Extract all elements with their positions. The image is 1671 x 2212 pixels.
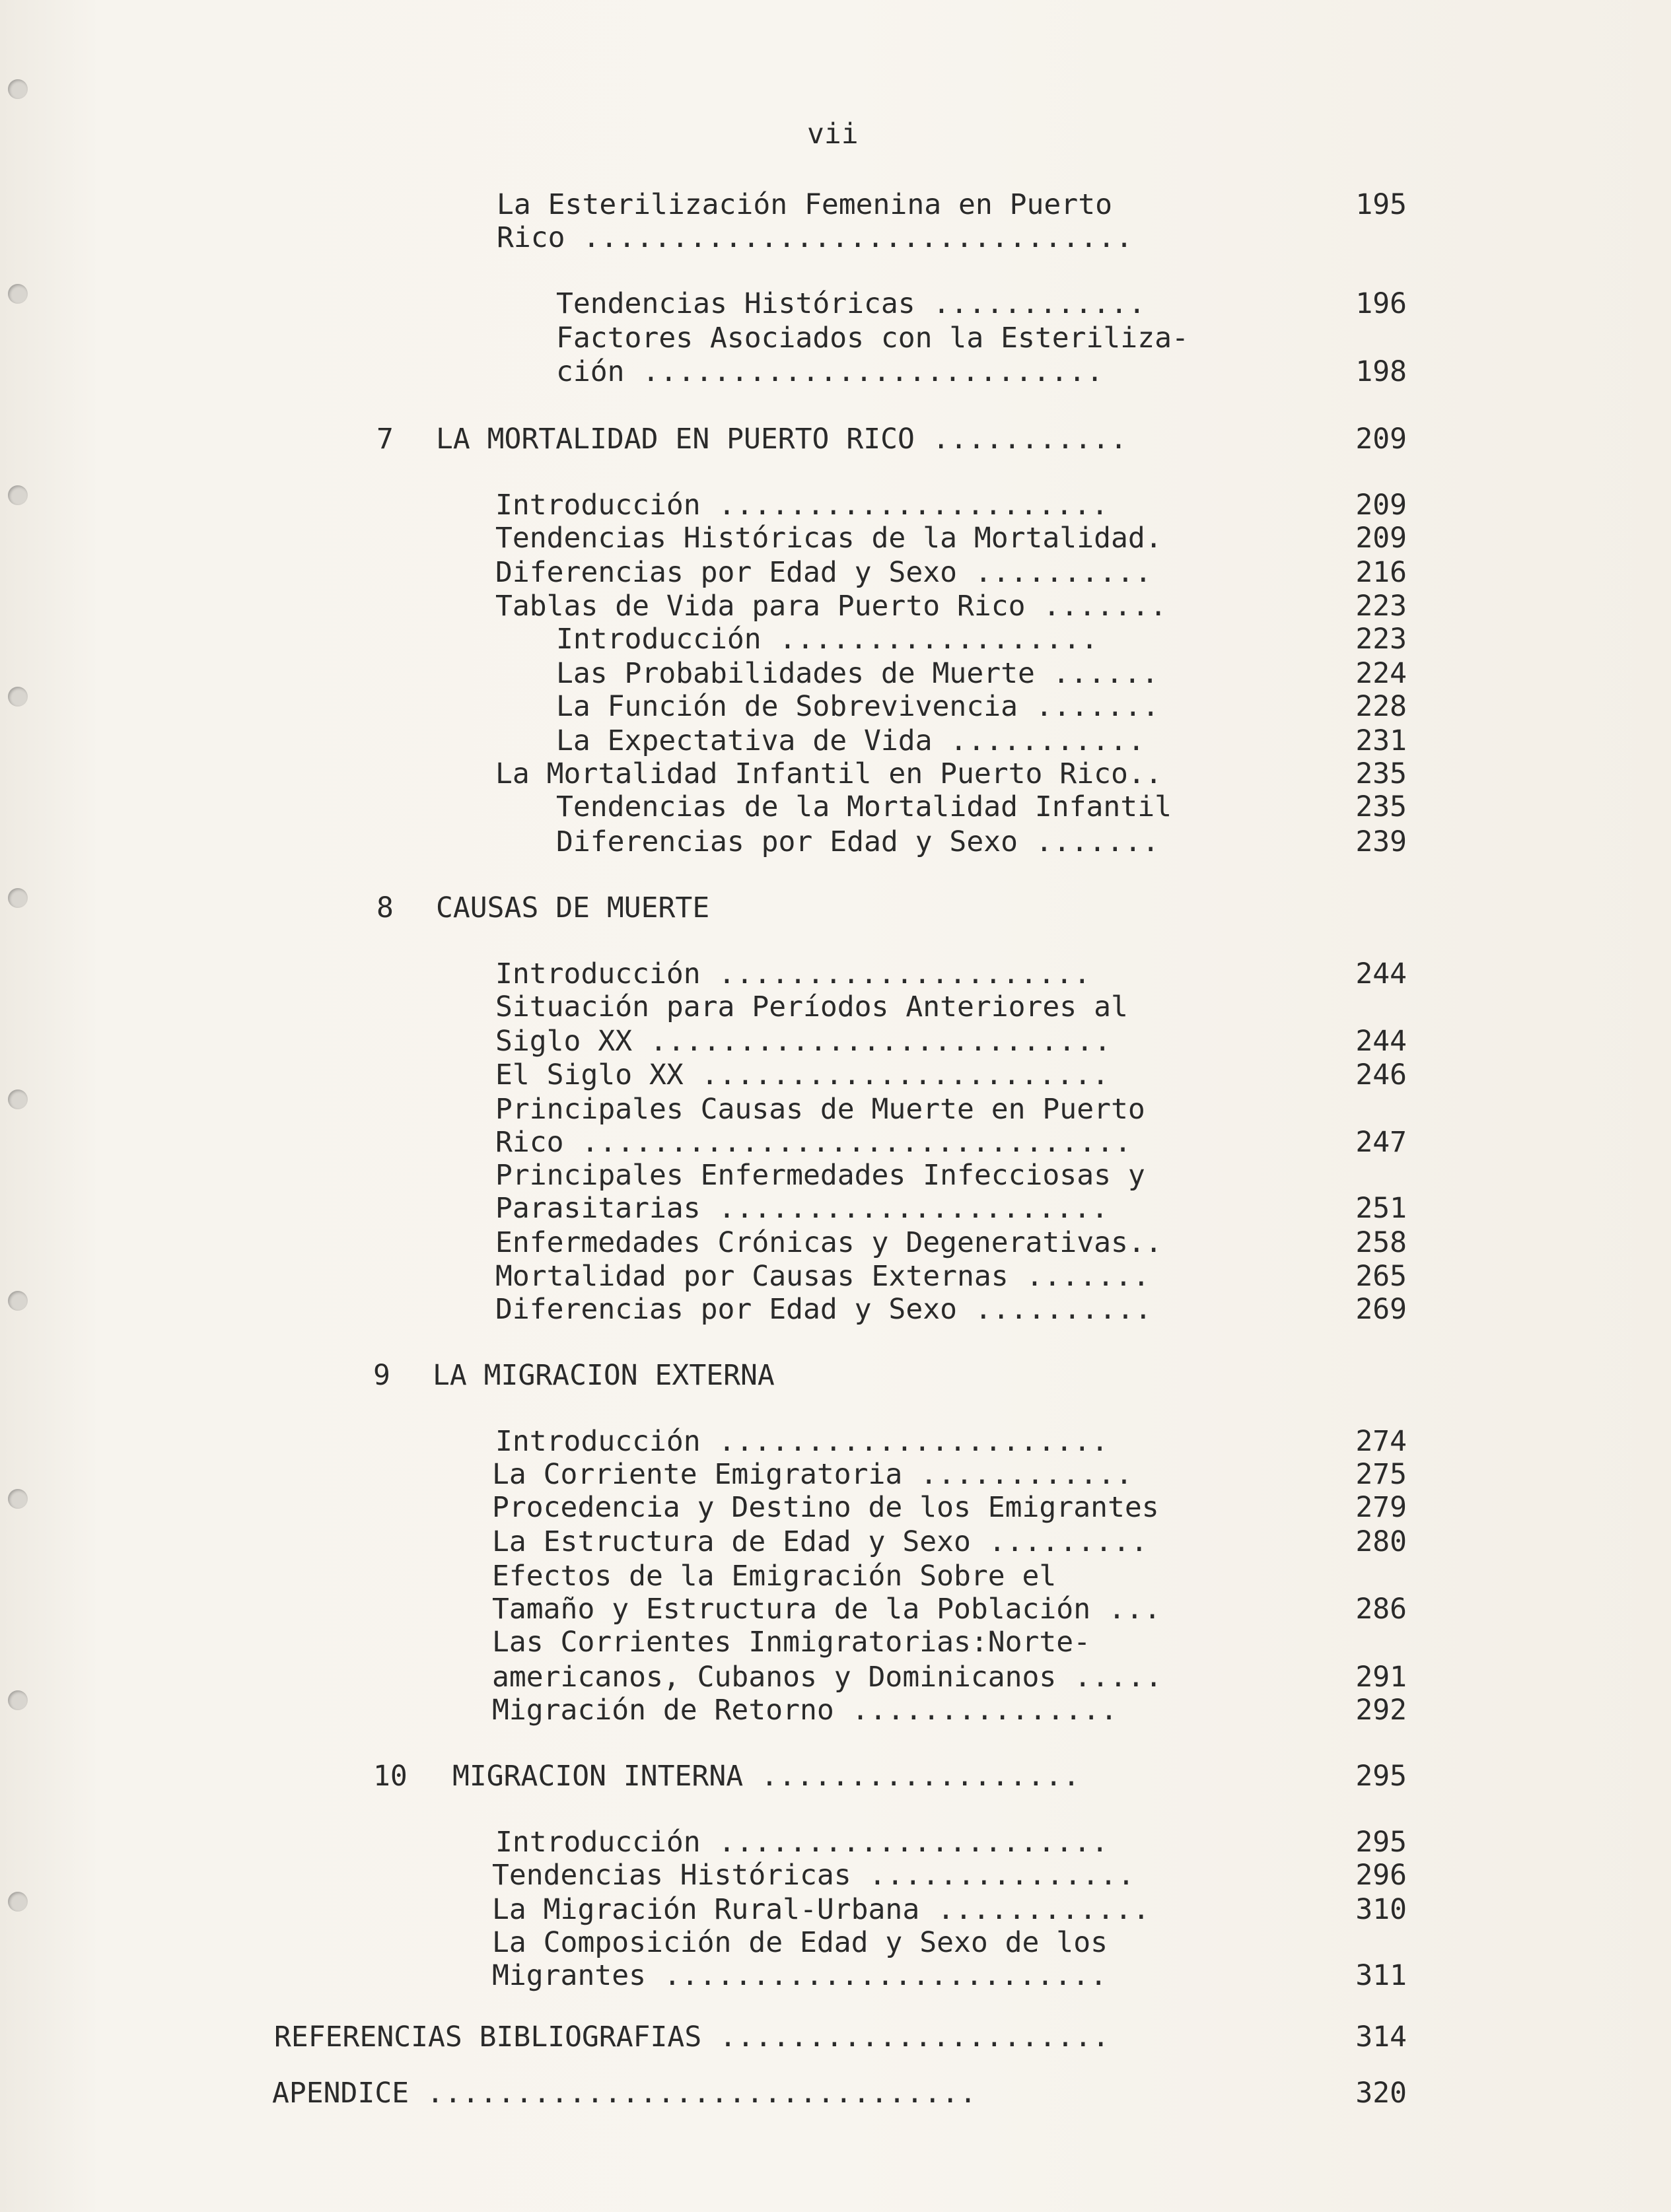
page-ref: 247 <box>1355 1126 1407 1159</box>
toc-entry <box>495 1826 1109 1859</box>
page-ref: 228 <box>1355 690 1407 723</box>
entry-text: CAUSAS DE MUERTE <box>436 891 710 924</box>
toc-entry <box>492 1593 1162 1626</box>
page-ref: 314 <box>1355 2021 1407 2054</box>
page-ref: 224 <box>1355 657 1407 690</box>
toc-entry <box>556 355 1104 388</box>
entry-text: Tendencias Históricas de la Mortalidad. <box>495 522 1162 555</box>
dot-leader: ............... <box>851 1859 1135 1892</box>
toc-entry <box>492 1694 1118 1727</box>
toc-entry <box>492 1626 1090 1659</box>
dot-leader: ............ <box>915 287 1147 320</box>
page-ref: 280 <box>1355 1525 1407 1558</box>
toc-entry <box>495 1425 1109 1458</box>
page-ref: 286 <box>1355 1593 1407 1626</box>
page-ref: 320 <box>1355 2077 1407 2110</box>
dot-leader: .................. <box>743 1760 1081 1793</box>
dot-leader: ............ <box>902 1458 1133 1491</box>
entry-text: Introducción <box>495 1425 701 1458</box>
binder-hole <box>8 1291 28 1311</box>
page-ref: 279 <box>1355 1491 1407 1524</box>
chapter-title <box>436 423 1128 456</box>
entry-text: Mortalidad por Causas Externas <box>495 1260 1009 1293</box>
toc-entry <box>495 1058 1110 1091</box>
page-ref: 311 <box>1355 1959 1407 1992</box>
page-ref: 291 <box>1355 1661 1407 1694</box>
entry-text: La Corriente Emigratoria <box>492 1458 903 1491</box>
entry-text: Introducción <box>556 623 762 656</box>
page-ref: 244 <box>1355 957 1407 990</box>
dot-leader: .................. <box>761 623 1099 656</box>
page-number: vii <box>807 118 859 151</box>
entry-text: Migrantes <box>492 1959 646 1992</box>
dot-leader: ......... <box>970 1525 1149 1558</box>
entry-text: Factores Asociados con la Esteriliza- <box>556 322 1189 355</box>
page-ref: 258 <box>1355 1226 1407 1259</box>
page-ref: 244 <box>1355 1025 1407 1058</box>
entry-text: La Expectativa de Vida <box>556 724 933 757</box>
dot-leader: ...................... <box>700 489 1110 522</box>
dot-leader: ........... <box>914 423 1128 456</box>
entry-text: ción <box>556 355 625 388</box>
page-ref: 251 <box>1355 1192 1407 1225</box>
toc-entry <box>274 2021 1110 2054</box>
toc-entry <box>492 1560 1056 1593</box>
toc-entry <box>492 1525 1149 1558</box>
entry-text: Rico <box>495 1126 564 1159</box>
entry-text: Principales Enfermedades Infecciosas y <box>495 1159 1145 1192</box>
entry-text: Las Probabilidades de Muerte <box>556 657 1035 690</box>
dot-leader: ...................... <box>700 1425 1110 1458</box>
entry-text: Tendencias de la Mortalidad Infantil <box>556 790 1172 823</box>
entry-text: Principales Causas de Muerte en Puerto <box>495 1093 1145 1126</box>
entry-text: MIGRACION INTERNA <box>452 1760 744 1793</box>
toc-entry <box>495 1293 1153 1326</box>
chapter-number: 10 <box>373 1760 408 1793</box>
page-ref: 198 <box>1355 355 1407 388</box>
chapter-title <box>433 1359 775 1392</box>
entry-text: Diferencias por Edad y Sexo <box>495 1293 957 1326</box>
page-ref: 292 <box>1355 1694 1407 1727</box>
binder-hole <box>8 1089 28 1109</box>
page-ref: 235 <box>1355 757 1407 790</box>
page-ref: 216 <box>1355 556 1407 589</box>
toc-entry <box>492 1491 1159 1524</box>
chapter-number: 9 <box>373 1359 390 1392</box>
chapter-title <box>452 1760 1081 1793</box>
page-ref: 310 <box>1355 1893 1407 1926</box>
entry-text: Rico <box>497 221 565 254</box>
entry-text: La Función de Sobrevivencia <box>556 690 1018 723</box>
toc-entry <box>556 825 1160 858</box>
page-ref: 223 <box>1355 623 1407 656</box>
toc-entry <box>495 757 1162 790</box>
toc-entry <box>495 522 1162 555</box>
toc-entry <box>492 1458 1133 1491</box>
binder-hole <box>8 1489 28 1509</box>
page-ref: 239 <box>1355 825 1407 858</box>
dot-leader: ............ <box>919 1893 1151 1926</box>
entry-text: americanos, Cubanos y Dominicanos <box>492 1661 1057 1694</box>
page-ref: 246 <box>1355 1058 1407 1091</box>
dot-leader: ....................... <box>683 1058 1110 1091</box>
page-ref: 209 <box>1355 522 1407 555</box>
binder-hole <box>8 1690 28 1710</box>
toc-entry <box>495 1192 1109 1225</box>
toc-entry <box>495 990 1128 1023</box>
dot-leader: ..... <box>1056 1661 1163 1694</box>
page-ref: 223 <box>1355 590 1407 623</box>
chapter-number: 7 <box>376 423 394 456</box>
toc-entry <box>556 790 1172 823</box>
entry-text: REFERENCIAS BIBLIOGRAFIAS <box>274 2021 702 2054</box>
chapter-title <box>436 891 709 924</box>
binder-hole <box>8 485 28 505</box>
toc-entry <box>495 1260 1151 1293</box>
page-ref: 295 <box>1355 1760 1407 1793</box>
dot-leader: .......................... <box>624 355 1104 388</box>
entry-text: APENDICE <box>272 2077 409 2110</box>
toc-entry <box>495 1025 1112 1058</box>
dot-leader: ......................... <box>646 1959 1108 1992</box>
dot-leader: ............................... <box>565 221 1133 254</box>
toc-entry <box>492 1893 1151 1926</box>
binder-hole <box>8 888 28 908</box>
dot-leader: ....... <box>1017 690 1160 723</box>
entry-text: LA MORTALIDAD EN PUERTO RICO <box>436 423 915 456</box>
page-ref: 295 <box>1355 1826 1407 1859</box>
entry-text: Situación para Períodos Anteriores al <box>495 990 1128 1023</box>
toc-entry <box>492 1661 1163 1694</box>
toc-entry <box>272 2077 978 2110</box>
entry-text: El Siglo XX <box>495 1058 684 1091</box>
entry-text: Diferencias por Edad y Sexo <box>556 825 1018 858</box>
page-ref: 269 <box>1355 1293 1407 1326</box>
entry-text: Tamaño y Estructura de la Población <box>492 1593 1091 1626</box>
page-ref: 195 <box>1355 188 1407 221</box>
page-ref: 275 <box>1355 1458 1407 1491</box>
entry-text: La Composición de Edad y Sexo de los <box>492 1926 1108 1959</box>
toc-entry <box>492 1859 1135 1892</box>
dot-leader: ...... <box>1034 657 1160 690</box>
dot-leader: .......... <box>956 556 1153 589</box>
dot-leader: ........... <box>932 724 1146 757</box>
page-ref: 209 <box>1355 423 1407 456</box>
toc-entry <box>495 489 1109 522</box>
entry-text: Introducción <box>495 957 701 990</box>
entry-text: Migración de Retorno <box>492 1694 834 1727</box>
dot-leader: ....... <box>1025 590 1168 623</box>
entry-text: Tendencias Históricas <box>492 1859 851 1892</box>
toc-entry <box>495 1093 1145 1126</box>
page-ref: 265 <box>1355 1260 1407 1293</box>
entry-text: Parasitarias <box>495 1192 701 1225</box>
dot-leader: ....... <box>1017 825 1160 858</box>
dot-leader: ...................... <box>700 1826 1110 1859</box>
page-ref: 231 <box>1355 724 1407 757</box>
toc-entry <box>556 657 1159 690</box>
entry-text: Efectos de la Emigración Sobre el <box>492 1560 1057 1593</box>
toc-entry <box>495 1126 1132 1159</box>
toc-entry <box>497 221 1133 254</box>
entry-text: LA MIGRACION EXTERNA <box>433 1359 775 1392</box>
toc-entry <box>495 1226 1162 1259</box>
binder-hole <box>8 1892 28 1912</box>
toc-entry <box>495 957 1091 990</box>
toc-entry <box>492 1926 1108 1959</box>
binder-hole <box>8 284 28 304</box>
entry-text: La Migración Rural-Urbana <box>492 1893 920 1926</box>
chapter-number: 8 <box>376 891 394 924</box>
dot-leader: ...................... <box>700 1192 1110 1225</box>
toc-entry <box>556 690 1160 723</box>
page-ref: 296 <box>1355 1859 1407 1892</box>
dot-leader: .......... <box>956 1293 1153 1326</box>
page-ref: 235 <box>1355 790 1407 823</box>
toc-entry <box>556 287 1146 320</box>
toc-entry <box>497 188 1112 221</box>
toc-entry <box>556 724 1145 757</box>
toc-entry <box>492 1959 1108 1992</box>
entry-text: Introducción <box>495 489 701 522</box>
dot-leader: ............................... <box>563 1126 1132 1159</box>
binder-hole <box>8 79 28 99</box>
entry-text: Tablas de Vida para Puerto Rico <box>495 590 1026 623</box>
dot-leader: .......................... <box>632 1025 1112 1058</box>
dot-leader: ............... <box>834 1694 1118 1727</box>
toc-entry <box>495 590 1168 623</box>
entry-text: Tendencias Históricas <box>556 287 915 320</box>
dot-leader: ... <box>1090 1593 1162 1626</box>
dot-leader: ..................... <box>700 957 1092 990</box>
dot-leader: ............................... <box>409 2077 978 2110</box>
entry-text: Introducción <box>495 1826 701 1859</box>
binder-hole <box>8 687 28 707</box>
entry-text: Siglo XX <box>495 1025 633 1058</box>
dot-leader: ....... <box>1008 1260 1151 1293</box>
toc-entry <box>495 556 1153 589</box>
page-ref: 196 <box>1355 287 1407 320</box>
entry-text: Las Corrientes Inmigratorias:Norte- <box>492 1626 1091 1659</box>
entry-text: La Estructura de Edad y Sexo <box>492 1525 971 1558</box>
toc-entry <box>556 322 1189 355</box>
toc-entry <box>556 623 1099 656</box>
toc-entry <box>495 1159 1145 1192</box>
dot-leader: ...................... <box>701 2021 1110 2054</box>
entry-text: Diferencias por Edad y Sexo <box>495 556 957 589</box>
entry-text: Procedencia y Destino de los Emigrantes <box>492 1491 1159 1524</box>
entry-text: La Esterilización Femenina en Puerto <box>497 188 1112 221</box>
page-ref: 209 <box>1355 489 1407 522</box>
entry-text: Enfermedades Crónicas y Degenerativas.. <box>495 1226 1162 1259</box>
page-ref: 274 <box>1355 1425 1407 1458</box>
entry-text: La Mortalidad Infantil en Puerto Rico.. <box>495 757 1162 790</box>
